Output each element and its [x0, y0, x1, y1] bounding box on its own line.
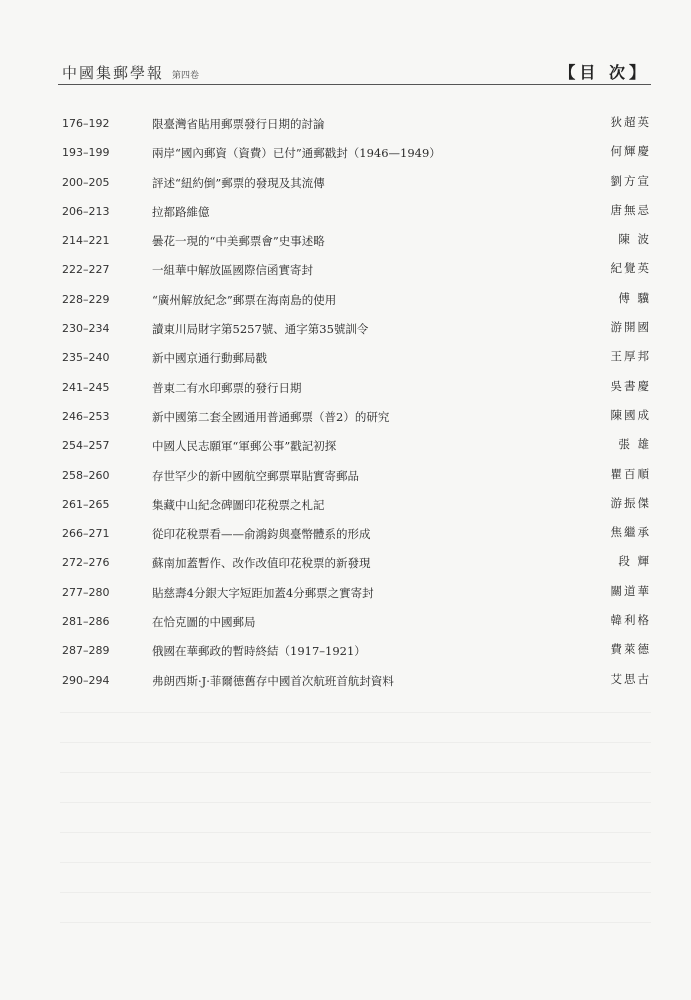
toc-article-title: 讀東川局財字第5257號、通字第35號訓令	[152, 322, 369, 337]
toc-author: 艾思古	[610, 671, 651, 686]
toc-author: 游開國	[610, 320, 651, 335]
faint-line	[60, 772, 651, 773]
toc-page-range: 290–294	[62, 673, 110, 687]
toc-page-range: 258–260	[62, 468, 110, 482]
toc-author: 傅 驥	[618, 290, 651, 305]
volume-label: 第四卷	[172, 71, 200, 81]
toc-article-title: “廣州解放紀念”郵票在海南島的使用	[152, 292, 337, 307]
toc-page-range: 277–280	[62, 585, 110, 599]
faint-line	[60, 832, 651, 833]
toc-author: 王厚邦	[610, 349, 651, 364]
toc-entry	[60, 230, 651, 259]
toc-author: 紀覺英	[610, 261, 651, 276]
bleed-through-lines	[60, 712, 651, 952]
toc-entry	[60, 582, 651, 611]
toc-page-range: 176–192	[62, 117, 110, 130]
toc-author: 費萊德	[610, 642, 651, 657]
toc-article-title: 弗朗西斯·J·菲爾德舊存中國首次航班首航封資料	[152, 673, 394, 688]
toc-entry	[60, 259, 651, 288]
toc-entry	[60, 289, 651, 318]
toc-article-title: 俄國在華郵政的暫時終結（1917–1921）	[152, 644, 366, 659]
toc-author: 陳 波	[618, 232, 651, 247]
toc-article-title: 中國人民志願軍“軍郵公事”戳記初探	[152, 439, 337, 454]
toc-article-title: 普東二有水印郵票的發行日期	[152, 380, 302, 395]
toc-article-title: 在恰克圖的中國郵局	[152, 615, 256, 630]
toc-page-range: 254–257	[62, 439, 110, 453]
faint-line	[60, 712, 651, 713]
toc-author: 何輝慶	[610, 144, 651, 159]
toc-entry	[60, 201, 651, 230]
faint-line	[60, 892, 651, 893]
toc-author: 陳國成	[610, 407, 651, 422]
toc-author: 劉方宣	[610, 173, 651, 188]
faint-line	[60, 742, 651, 743]
toc-article-title: 存世罕少的新中國航空郵票單貼實寄郵品	[152, 468, 359, 483]
toc-article-title: 兩岸“國內郵資（資費）已付”通郵戳封（1946—1949）	[152, 146, 441, 161]
toc-entry	[60, 465, 651, 494]
toc-page-range: 246–253	[62, 409, 110, 423]
toc-page-range: 235–240	[62, 351, 110, 365]
toc-page-range: 266–271	[62, 527, 110, 541]
toc-entry	[60, 611, 651, 640]
toc-page-range: 281–286	[62, 615, 110, 629]
toc-entry	[60, 406, 651, 435]
toc-entry	[60, 670, 651, 699]
toc-page-range: 230–234	[62, 322, 110, 336]
toc-entry	[60, 113, 651, 142]
faint-line	[60, 862, 651, 863]
toc-entry	[60, 494, 651, 523]
toc-entry	[60, 523, 651, 552]
toc-article-title: 新中國京通行動郵局戳	[152, 351, 267, 366]
toc-entry	[60, 552, 651, 581]
toc-article-title: 拉都路維億	[152, 204, 210, 219]
toc-author: 游振傑	[610, 495, 651, 510]
toc-entry	[60, 640, 651, 669]
toc-article-title: 一組華中解放區國際信函實寄封	[152, 263, 313, 278]
toc-article-title: 曇花一現的“中美郵票會”史事述略	[152, 234, 325, 249]
toc-author: 瞿百順	[610, 466, 651, 481]
toc-entry	[60, 435, 651, 464]
toc-entry	[60, 142, 651, 171]
toc-page-range: 200–205	[62, 175, 110, 189]
header-rule	[58, 84, 651, 85]
toc-page-range: 287–289	[62, 644, 110, 658]
toc-article-title: 評述“紐約倒”郵票的發現及其流傳	[152, 175, 325, 190]
section-label: 【目 次】	[559, 63, 649, 82]
toc-page-range: 272–276	[62, 556, 110, 570]
faint-line	[60, 802, 651, 803]
toc-page-range: 222–227	[62, 263, 110, 277]
toc-article-title: 從印花稅票看——俞鴻鈞與臺幣體系的形成	[152, 527, 371, 542]
toc-author: 關道華	[610, 583, 651, 598]
journal-name: 中國集郵學報	[62, 64, 165, 82]
toc-article-title: 新中國第二套全國通用普通郵票（普2）的研究	[152, 409, 390, 424]
toc-author: 張 雄	[618, 437, 651, 452]
toc-author: 韓利格	[610, 613, 651, 628]
toc-article-title: 貼慈壽4分銀大字短距加蓋4分郵票之實寄封	[152, 585, 374, 600]
page-header	[62, 58, 649, 86]
toc-page-range: 206–213	[62, 204, 110, 218]
toc-entry	[60, 347, 651, 376]
toc-author: 吳書慶	[610, 378, 651, 393]
toc-entry	[60, 172, 651, 201]
faint-line	[60, 922, 651, 923]
toc-author: 唐無忌	[610, 202, 651, 217]
toc-article-title: 蘇南加蓋暫作、改作改值印花稅票的新發現	[152, 556, 371, 571]
toc-page-range: 214–221	[62, 234, 110, 248]
toc-author: 段 輝	[618, 554, 651, 569]
toc-page-range: 228–229	[62, 292, 110, 306]
toc-page-range: 241–245	[62, 380, 110, 394]
journal-title	[62, 62, 199, 83]
toc-page-range: 193–199	[62, 146, 110, 160]
toc-page-range: 261–265	[62, 497, 110, 511]
toc-article-title: 限臺灣省貼用郵票發行日期的討論	[152, 117, 325, 131]
toc-article-title: 集藏中山紀念碑圖印花稅票之札記	[152, 497, 325, 512]
toc-entry	[60, 377, 651, 406]
table-of-contents	[60, 113, 651, 699]
toc-author: 焦繼承	[610, 525, 651, 540]
toc-author: 狄超英	[610, 115, 651, 129]
toc-entry	[60, 318, 651, 347]
